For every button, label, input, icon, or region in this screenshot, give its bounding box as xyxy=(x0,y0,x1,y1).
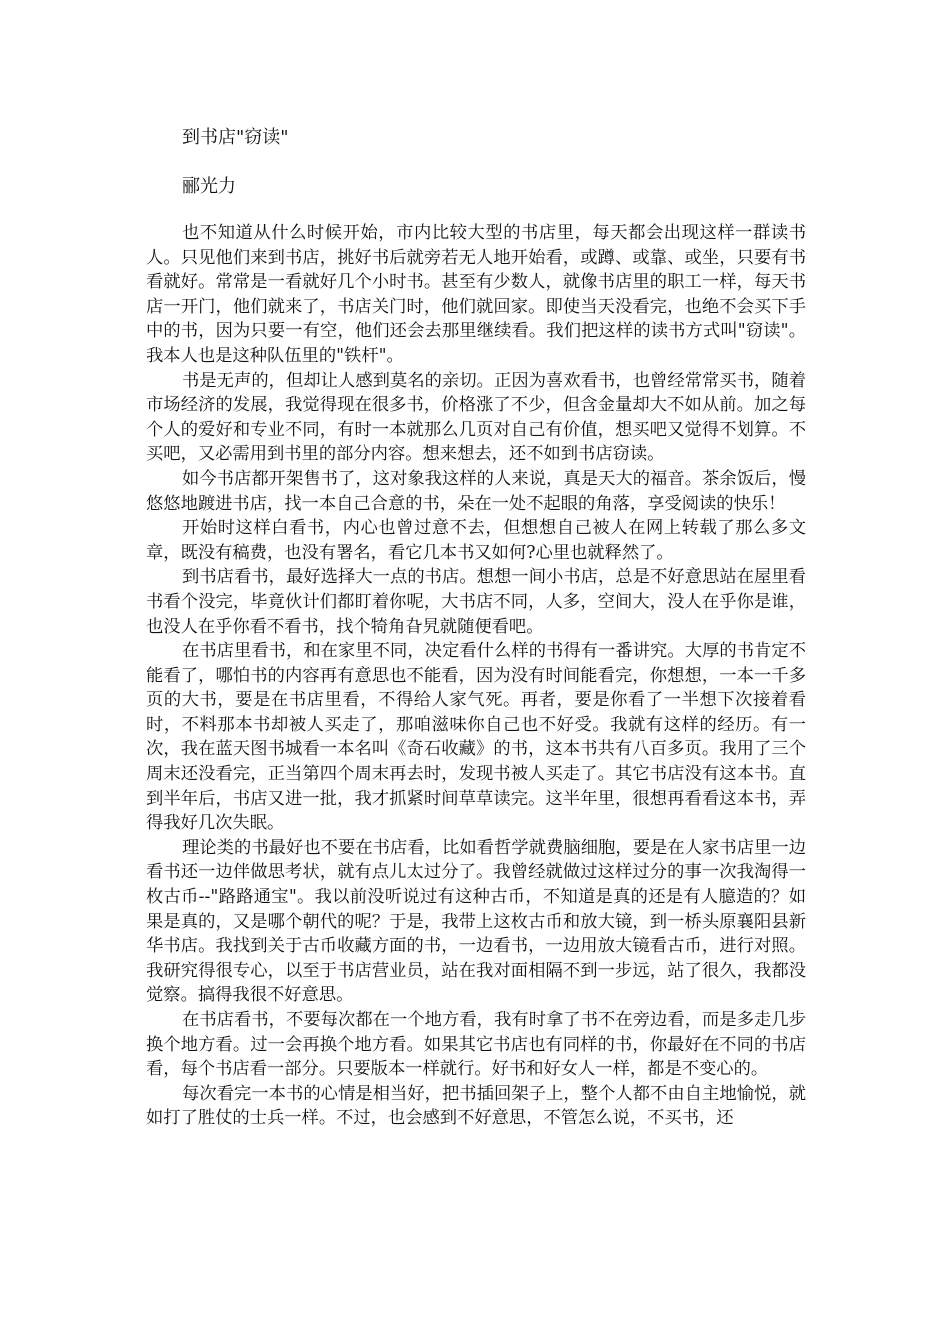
paragraph: 书是无声的，但却让人感到莫名的亲切。正因为喜欢看书，也曾经常常买书，随着市场经济的发展，我觉得现在很多书，价格涨了不少，但含金量却大不如从前。加之每个人的爱好和专业不同，有时一本就那么几页对自己有价值，想买吧又觉得不划算。不买吧，又必需用到书里的部分内容。想来想去，还不如到书店窃读。 xyxy=(146,370,806,465)
paragraph: 每次看完一本书的心情是相当好，把书插回架子上，整个人都不由自主地愉悦，就如打了胜仗的士兵一样。不过，也会感到不好意思，不管怎么说，不买书，还 xyxy=(146,1083,806,1129)
document-page xyxy=(146,0,806,1344)
article-body xyxy=(146,221,806,1131)
paragraph: 如今书店都开架售书了，这对象我这样的人来说，真是天大的福音。茶余饭后，慢悠悠地踱进书店，找一本自己合意的书，朵在一处不起眼的角落，享受阅读的快乐！ xyxy=(146,468,806,514)
paragraph: 也不知道从什么时候开始，市内比较大型的书店里，每天都会出现这样一群读书人。只见他们来到书店，挑好书后就旁若无人地开始看，或蹲、或靠、或坐，只要有书看就好。常常是一看就好几个小时书。甚至有少数人，就像书店里的职工一样，每天书店一开门，他们就来了，书店关门时，他们就回家。即使当天没看完，也绝不会买下手中的书，因为只要一有空，他们还会去那里继续看。我们把这样的读书方式叫"窃读"。我本人也是这种队伍里的"铁杆"。 xyxy=(146,223,806,366)
paragraph: 在书店看书，不要每次都在一个地方看，我有时拿了书不在旁边看，而是多走几步换个地方看。过一会再换个地方看。如果其它书店也有同样的书，你最好在不同的书店看，每个书店看一部分。只要版本一样就行。好书和好女人一样，都是不变心的。 xyxy=(146,1010,806,1080)
paragraph: 理论类的书最好也不要在书店看，比如看哲学就费脑细胞，要是在人家书店里一边看书还一边伴做思考状，就有点儿太过分了。我曾经就做过这样过分的事一次我淘得一枚古币--"路路通宝"。我以前没听说过有这种古币，不知道是真的还是有人臆造的？如果是真的，又是哪个朝代的呢？于是，我带上这枚古币和放大镜，到一桥头原襄阳县新华书店。我找到关于古币收藏方面的书，一边看书，一边用放大镜看古币，进行对照。我研究得很专心，以至于书店营业员，站在我对面相隔不到一步远，站了很久，我都没觉察。搞得我很不好意思。 xyxy=(146,837,806,1006)
paragraph: 在书店里看书，和在家里不同，决定看什么样的书得有一番讲究。大厚的书肯定不能看了，哪怕书的内容再有意思也不能看，因为没有时间能看完，你想想，一本一千多页的大书，要是在书店里看，不得给人家气死。再者，要是你看了一半想下次接着看时，不料那本书却被人买走了，那咱滋味你自己也不好受。我就有这样的经历。有一次，我在蓝天图书城看一本名叫《奇石收藏》的书，这本书共有八百多页。我用了三个周末还没看完，正当第四个周末再去时，发现书被人买走了。其它书店没有这本书。直到半年后，书店又进一批，我才抓紧时间草草读完。这半年里，很想再看看这本书，弄得我好几次失眠。 xyxy=(146,641,806,834)
paragraph: 到书店看书，最好选择大一点的书店。想想一间小书店，总是不好意思站在屋里看书看个没完，毕竟伙计们都盯着你呢，大书店不同，人多，空间大，没人在乎你是谁，也没人在乎你看不看书，找个犄角旮旯就随便看吧。 xyxy=(146,567,806,637)
article-title: 到书店"窃读" xyxy=(182,127,289,148)
paragraph: 开始时这样白看书，内心也曾过意不去，但想想自己被人在网上转载了那么多文章，既没有稿费，也没有署名，看它几本书又如何?心里也就释然了。 xyxy=(146,518,806,563)
author-name: 郦光力 xyxy=(182,176,236,197)
